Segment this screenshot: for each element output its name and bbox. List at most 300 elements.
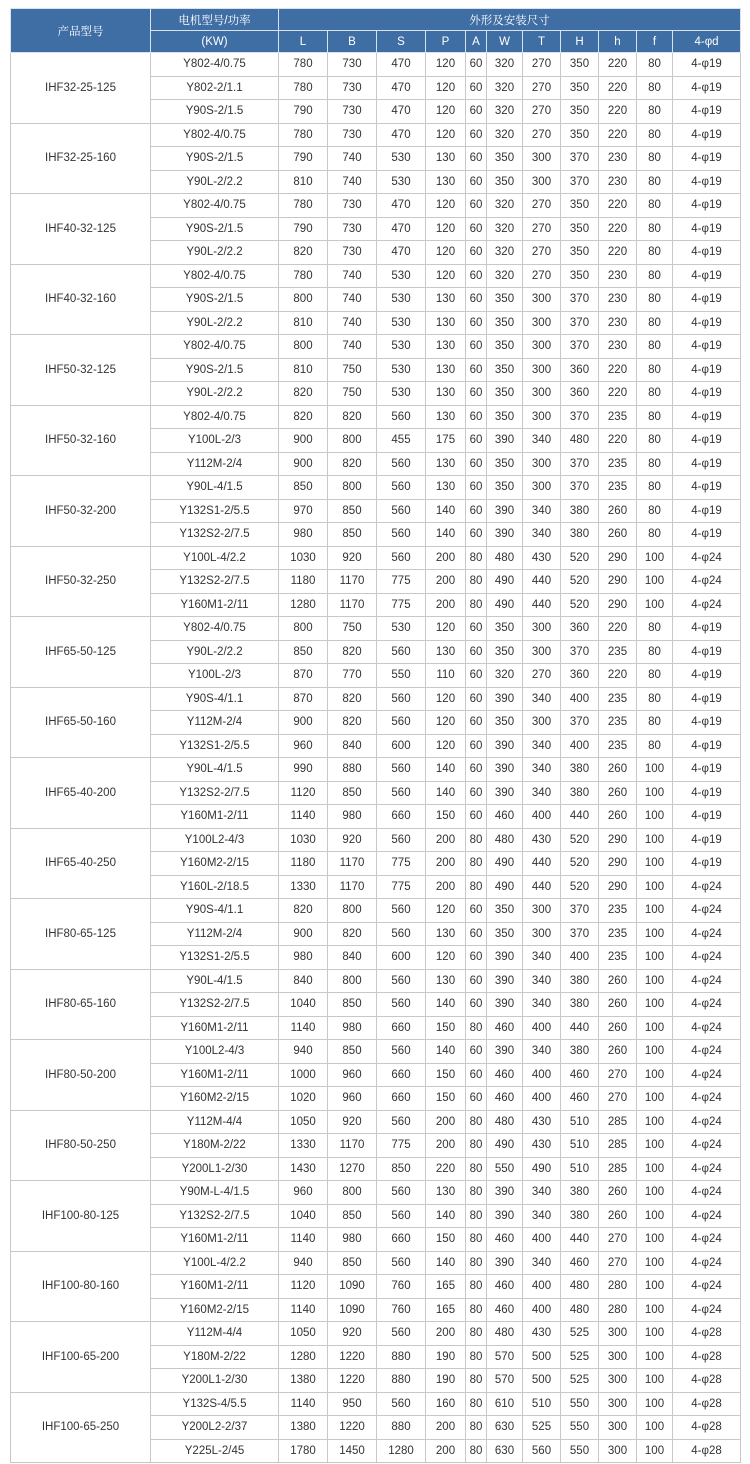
- dimension-cell: 850: [328, 1204, 377, 1228]
- dimension-cell: 300: [523, 452, 561, 476]
- dimension-cell: 80: [637, 711, 673, 735]
- dimension-cell: 80: [637, 476, 673, 500]
- motor-model-cell: Y100L2-4/3: [151, 1040, 279, 1064]
- dimension-cell: 560: [377, 899, 426, 923]
- motor-model-cell: Y90L-2/2.2: [151, 170, 279, 194]
- dimension-cell: 320: [487, 76, 523, 100]
- dimension-cell: 4-φ19: [673, 335, 741, 359]
- motor-model-cell: Y90L-4/1.5: [151, 476, 279, 500]
- motor-model-cell: Y180M-2/22: [151, 1345, 279, 1369]
- dimension-cell: 235: [599, 922, 637, 946]
- dimension-cell: 150: [426, 1228, 466, 1252]
- dimension-cell: 980: [328, 1016, 377, 1040]
- dimension-cell: 380: [561, 758, 599, 782]
- dimension-cell: 4-φ24: [673, 899, 741, 923]
- dimension-cell: 80: [466, 1204, 487, 1228]
- dimension-cell: 270: [523, 264, 561, 288]
- dimension-cell: 4-φ19: [673, 758, 741, 782]
- dimension-cell: 60: [466, 640, 487, 664]
- dimension-cell: 340: [523, 1251, 561, 1275]
- dimension-cell: 880: [377, 1369, 426, 1393]
- header-motor-unit: (KW): [151, 31, 279, 53]
- dimension-cell: 510: [561, 1157, 599, 1181]
- dimension-cell: 560: [377, 993, 426, 1017]
- dimension-cell: 220: [599, 429, 637, 453]
- dimension-cell: 390: [487, 969, 523, 993]
- dimension-cell: 820: [328, 640, 377, 664]
- dimension-cell: 80: [637, 429, 673, 453]
- dimension-cell: 525: [561, 1369, 599, 1393]
- motor-model-cell: Y112M-4/4: [151, 1110, 279, 1134]
- table-row: [11, 1040, 741, 1064]
- dimension-cell: 100: [637, 1110, 673, 1134]
- dimension-cell: 80: [637, 264, 673, 288]
- column-header: 4-φd: [673, 31, 741, 53]
- motor-model-cell: Y100L-4/2.2: [151, 1251, 279, 1275]
- dimension-cell: 280: [599, 1298, 637, 1322]
- dimension-cell: 285: [599, 1134, 637, 1158]
- column-header: P: [426, 31, 466, 53]
- dimension-cell: 100: [637, 1345, 673, 1369]
- dimension-cell: 80: [466, 1228, 487, 1252]
- dimension-cell: 960: [279, 1181, 328, 1205]
- dimension-cell: 200: [426, 1439, 466, 1463]
- dimension-cell: 320: [487, 53, 523, 77]
- dimension-cell: 60: [466, 1063, 487, 1087]
- spec-table-container: [10, 8, 740, 1463]
- dimension-cell: 775: [377, 570, 426, 594]
- dimension-cell: 350: [561, 264, 599, 288]
- dimension-cell: 960: [279, 734, 328, 758]
- product-model-cell: IHF50-32-250: [11, 546, 151, 617]
- dimension-cell: 235: [599, 640, 637, 664]
- motor-model-cell: Y802-4/0.75: [151, 264, 279, 288]
- dimension-cell: 100: [637, 546, 673, 570]
- dimension-cell: 980: [279, 523, 328, 547]
- dimension-cell: 220: [599, 123, 637, 147]
- dimension-cell: 940: [279, 1251, 328, 1275]
- motor-model-cell: Y802-4/0.75: [151, 53, 279, 77]
- dimension-cell: 4-φ19: [673, 805, 741, 829]
- dimension-cell: 120: [426, 194, 466, 218]
- dimension-cell: 100: [637, 969, 673, 993]
- dimension-cell: 490: [487, 852, 523, 876]
- dimension-cell: 1170: [328, 875, 377, 899]
- dimension-cell: 235: [599, 476, 637, 500]
- dimension-cell: 430: [523, 1110, 561, 1134]
- dimension-cell: 560: [377, 1204, 426, 1228]
- dimension-cell: 960: [328, 1087, 377, 1111]
- dimension-cell: 200: [426, 875, 466, 899]
- dimension-cell: 4-φ24: [673, 1298, 741, 1322]
- dimension-cell: 560: [377, 452, 426, 476]
- dimension-cell: 100: [637, 1063, 673, 1087]
- dimension-cell: 570: [487, 1345, 523, 1369]
- dimension-cell: 80: [637, 123, 673, 147]
- dimension-cell: 80: [466, 1322, 487, 1346]
- dimension-cell: 4-φ24: [673, 922, 741, 946]
- dimension-cell: 300: [523, 382, 561, 406]
- dimension-cell: 235: [599, 452, 637, 476]
- dimension-cell: 100: [637, 1134, 673, 1158]
- dimension-cell: 1020: [279, 1087, 328, 1111]
- dimension-cell: 60: [466, 734, 487, 758]
- dimension-cell: 120: [426, 76, 466, 100]
- motor-model-cell: Y90L-2/2.2: [151, 311, 279, 335]
- dimension-cell: 520: [561, 570, 599, 594]
- dimension-cell: 780: [279, 76, 328, 100]
- dimension-cell: 80: [637, 523, 673, 547]
- dimension-cell: 800: [328, 969, 377, 993]
- dimension-cell: 810: [279, 358, 328, 382]
- dimension-cell: 850: [328, 499, 377, 523]
- dimension-cell: 390: [487, 946, 523, 970]
- dimension-cell: 775: [377, 875, 426, 899]
- dimension-cell: 4-φ19: [673, 452, 741, 476]
- dimension-cell: 500: [523, 1369, 561, 1393]
- dimension-cell: 80: [466, 852, 487, 876]
- dimension-cell: 530: [377, 335, 426, 359]
- dimension-cell: 380: [561, 1204, 599, 1228]
- dimension-cell: 390: [487, 687, 523, 711]
- dimension-cell: 780: [279, 194, 328, 218]
- table-row: [11, 1322, 741, 1346]
- table-row: [11, 546, 741, 570]
- pump-spec-table: [10, 8, 741, 1463]
- dimension-cell: 350: [561, 100, 599, 124]
- dimension-cell: 380: [561, 499, 599, 523]
- dimension-cell: 220: [599, 76, 637, 100]
- dimension-cell: 270: [599, 1087, 637, 1111]
- dimension-cell: 4-φ19: [673, 687, 741, 711]
- dimension-cell: 850: [279, 640, 328, 664]
- dimension-cell: 60: [466, 241, 487, 265]
- dimension-cell: 120: [426, 687, 466, 711]
- dimension-cell: 80: [637, 170, 673, 194]
- dimension-cell: 340: [523, 1181, 561, 1205]
- dimension-cell: 80: [637, 76, 673, 100]
- dimension-cell: 230: [599, 288, 637, 312]
- dimension-cell: 120: [426, 617, 466, 641]
- dimension-cell: 80: [466, 1416, 487, 1440]
- dimension-cell: 4-φ28: [673, 1369, 741, 1393]
- dimension-cell: 370: [561, 170, 599, 194]
- dimension-cell: 775: [377, 593, 426, 617]
- dimension-cell: 130: [426, 476, 466, 500]
- dimension-cell: 470: [377, 241, 426, 265]
- column-header: f: [637, 31, 673, 53]
- dimension-cell: 100: [637, 1322, 673, 1346]
- dimension-cell: 4-φ19: [673, 617, 741, 641]
- dimension-cell: 80: [466, 1298, 487, 1322]
- dimension-cell: 470: [377, 123, 426, 147]
- dimension-cell: 350: [487, 405, 523, 429]
- table-row: [11, 123, 741, 147]
- motor-model-cell: Y132S-4/5.5: [151, 1392, 279, 1416]
- dimension-cell: 470: [377, 194, 426, 218]
- dimension-cell: 1000: [279, 1063, 328, 1087]
- dimension-cell: 920: [328, 828, 377, 852]
- dimension-cell: 300: [523, 476, 561, 500]
- dimension-cell: 140: [426, 499, 466, 523]
- dimension-cell: 230: [599, 170, 637, 194]
- dimension-cell: 80: [637, 382, 673, 406]
- dimension-cell: 600: [377, 734, 426, 758]
- dimension-cell: 400: [523, 1298, 561, 1322]
- dimension-cell: 980: [328, 1228, 377, 1252]
- dimension-cell: 990: [279, 758, 328, 782]
- dimension-cell: 100: [637, 875, 673, 899]
- dimension-cell: 400: [561, 687, 599, 711]
- dimension-cell: 120: [426, 734, 466, 758]
- dimension-cell: 440: [523, 875, 561, 899]
- dimension-cell: 340: [523, 687, 561, 711]
- dimension-cell: 740: [328, 147, 377, 171]
- dimension-cell: 300: [523, 922, 561, 946]
- dimension-cell: 100: [637, 593, 673, 617]
- table-row: [11, 1251, 741, 1275]
- dimension-cell: 4-φ24: [673, 1087, 741, 1111]
- motor-model-cell: Y160M2-2/15: [151, 1087, 279, 1111]
- dimension-cell: 390: [487, 499, 523, 523]
- dimension-cell: 130: [426, 170, 466, 194]
- dimension-cell: 390: [487, 1181, 523, 1205]
- dimension-cell: 920: [328, 1322, 377, 1346]
- dimension-cell: 60: [466, 781, 487, 805]
- dimension-cell: 300: [523, 405, 561, 429]
- motor-model-cell: Y200L2-2/37: [151, 1416, 279, 1440]
- table-row: [11, 687, 741, 711]
- dimension-cell: 300: [523, 640, 561, 664]
- product-model-cell: IHF50-32-200: [11, 476, 151, 547]
- dimension-cell: 820: [328, 711, 377, 735]
- dimension-cell: 560: [377, 1110, 426, 1134]
- dimension-cell: 440: [523, 852, 561, 876]
- dimension-cell: 560: [377, 640, 426, 664]
- dimension-cell: 400: [561, 946, 599, 970]
- table-row: [11, 335, 741, 359]
- motor-model-cell: Y112M-2/4: [151, 922, 279, 946]
- dimension-cell: 920: [328, 546, 377, 570]
- dimension-cell: 60: [466, 170, 487, 194]
- dimension-cell: 400: [523, 1087, 561, 1111]
- dimension-cell: 350: [561, 241, 599, 265]
- table-row: [11, 899, 741, 923]
- table-row: [11, 1110, 741, 1134]
- dimension-cell: 60: [466, 993, 487, 1017]
- dimension-cell: 470: [377, 217, 426, 241]
- header-motor-model: 电机型号/功率: [151, 9, 279, 31]
- dimension-cell: 460: [487, 1298, 523, 1322]
- dimension-cell: 270: [523, 241, 561, 265]
- dimension-cell: 4-φ19: [673, 476, 741, 500]
- dimension-cell: 460: [561, 1251, 599, 1275]
- dimension-cell: 80: [466, 593, 487, 617]
- motor-model-cell: Y90S-4/1.1: [151, 687, 279, 711]
- dimension-cell: 270: [523, 664, 561, 688]
- dimension-cell: 1170: [328, 570, 377, 594]
- dimension-cell: 60: [466, 311, 487, 335]
- dimension-cell: 120: [426, 264, 466, 288]
- dimension-cell: 80: [637, 405, 673, 429]
- dimension-cell: 290: [599, 546, 637, 570]
- dimension-cell: 300: [599, 1369, 637, 1393]
- product-model-cell: IHF80-50-200: [11, 1040, 151, 1111]
- dimension-cell: 1780: [279, 1439, 328, 1463]
- dimension-cell: 110: [426, 664, 466, 688]
- motor-model-cell: Y112M-2/4: [151, 452, 279, 476]
- dimension-cell: 1050: [279, 1110, 328, 1134]
- dimension-cell: 560: [377, 711, 426, 735]
- dimension-cell: 80: [466, 1251, 487, 1275]
- dimension-cell: 100: [637, 1251, 673, 1275]
- dimension-cell: 900: [279, 429, 328, 453]
- dimension-cell: 1170: [328, 852, 377, 876]
- dimension-cell: 820: [279, 899, 328, 923]
- dimension-cell: 4-φ19: [673, 711, 741, 735]
- dimension-cell: 340: [523, 993, 561, 1017]
- dimension-cell: 340: [523, 781, 561, 805]
- dimension-cell: 730: [328, 217, 377, 241]
- dimension-cell: 220: [599, 217, 637, 241]
- motor-model-cell: Y90L-2/2.2: [151, 640, 279, 664]
- dimension-cell: 340: [523, 946, 561, 970]
- dimension-cell: 4-φ24: [673, 1134, 741, 1158]
- dimension-cell: 130: [426, 405, 466, 429]
- dimension-cell: 870: [279, 687, 328, 711]
- dimension-cell: 350: [487, 922, 523, 946]
- dimension-cell: 100: [637, 946, 673, 970]
- dimension-cell: 560: [377, 546, 426, 570]
- dimension-cell: 4-φ19: [673, 523, 741, 547]
- dimension-cell: 260: [599, 805, 637, 829]
- dimension-cell: 850: [279, 476, 328, 500]
- dimension-cell: 350: [487, 711, 523, 735]
- dimension-cell: 370: [561, 335, 599, 359]
- dimension-cell: 220: [599, 194, 637, 218]
- dimension-cell: 4-φ24: [673, 1181, 741, 1205]
- dimension-cell: 300: [523, 358, 561, 382]
- motor-model-cell: Y225L-2/45: [151, 1439, 279, 1463]
- dimension-cell: 60: [466, 758, 487, 782]
- dimension-cell: 510: [523, 1392, 561, 1416]
- dimension-cell: 430: [523, 1322, 561, 1346]
- dimension-cell: 460: [487, 1275, 523, 1299]
- dimension-cell: 290: [599, 875, 637, 899]
- dimension-cell: 490: [523, 1157, 561, 1181]
- dimension-cell: 60: [466, 1087, 487, 1111]
- dimension-cell: 480: [561, 1275, 599, 1299]
- dimension-cell: 260: [599, 1181, 637, 1205]
- dimension-cell: 300: [599, 1439, 637, 1463]
- dimension-cell: 80: [466, 1181, 487, 1205]
- dimension-cell: 4-φ19: [673, 781, 741, 805]
- dimension-cell: 300: [523, 899, 561, 923]
- dimension-cell: 800: [279, 617, 328, 641]
- dimension-cell: 300: [523, 617, 561, 641]
- header-row-1: [11, 9, 741, 31]
- dimension-cell: 340: [523, 758, 561, 782]
- dimension-cell: 80: [466, 1157, 487, 1181]
- dimension-cell: 390: [487, 781, 523, 805]
- dimension-cell: 4-φ19: [673, 76, 741, 100]
- dimension-cell: 300: [599, 1392, 637, 1416]
- dimension-cell: 100: [637, 1439, 673, 1463]
- motor-model-cell: Y160M2-2/15: [151, 852, 279, 876]
- motor-model-cell: Y160M2-2/15: [151, 1298, 279, 1322]
- dimension-cell: 230: [599, 147, 637, 171]
- dimension-cell: 60: [466, 405, 487, 429]
- dimension-cell: 4-φ19: [673, 288, 741, 312]
- dimension-cell: 80: [466, 1016, 487, 1040]
- dimension-cell: 235: [599, 899, 637, 923]
- dimension-cell: 350: [487, 640, 523, 664]
- motor-model-cell: Y132S2-2/7.5: [151, 781, 279, 805]
- dimension-cell: 370: [561, 405, 599, 429]
- dimension-cell: 525: [561, 1345, 599, 1369]
- dimension-cell: 100: [637, 805, 673, 829]
- dimension-cell: 490: [487, 1134, 523, 1158]
- dimension-cell: 290: [599, 570, 637, 594]
- dimension-cell: 320: [487, 100, 523, 124]
- dimension-cell: 60: [466, 217, 487, 241]
- dimension-cell: 100: [637, 1181, 673, 1205]
- dimension-cell: 390: [487, 734, 523, 758]
- dimension-cell: 120: [426, 711, 466, 735]
- motor-model-cell: Y90S-2/1.5: [151, 358, 279, 382]
- header-product-model: 产品型号: [11, 9, 151, 53]
- dimension-cell: 120: [426, 217, 466, 241]
- dimension-cell: 730: [328, 100, 377, 124]
- dimension-cell: 775: [377, 852, 426, 876]
- dimension-cell: 300: [599, 1345, 637, 1369]
- dimension-cell: 370: [561, 147, 599, 171]
- dimension-cell: 4-φ28: [673, 1345, 741, 1369]
- dimension-cell: 380: [561, 781, 599, 805]
- dimension-cell: 80: [637, 664, 673, 688]
- dimension-cell: 350: [561, 76, 599, 100]
- column-header: H: [561, 31, 599, 53]
- dimension-cell: 4-φ24: [673, 593, 741, 617]
- table-row: [11, 617, 741, 641]
- dimension-cell: 480: [487, 546, 523, 570]
- dimension-cell: 370: [561, 452, 599, 476]
- dimension-cell: 270: [523, 217, 561, 241]
- dimension-cell: 4-φ19: [673, 852, 741, 876]
- dimension-cell: 300: [599, 1416, 637, 1440]
- motor-model-cell: Y200L1-2/30: [151, 1157, 279, 1181]
- dimension-cell: 80: [637, 640, 673, 664]
- dimension-cell: 490: [487, 875, 523, 899]
- dimension-cell: 400: [561, 734, 599, 758]
- dimension-cell: 80: [637, 241, 673, 265]
- dimension-cell: 140: [426, 523, 466, 547]
- dimension-cell: 870: [279, 664, 328, 688]
- dimension-cell: 60: [466, 523, 487, 547]
- dimension-cell: 1030: [279, 546, 328, 570]
- dimension-cell: 960: [328, 1063, 377, 1087]
- dimension-cell: 525: [523, 1416, 561, 1440]
- dimension-cell: 1270: [328, 1157, 377, 1181]
- dimension-cell: 370: [561, 711, 599, 735]
- dimension-cell: 350: [561, 194, 599, 218]
- dimension-cell: 260: [599, 523, 637, 547]
- dimension-cell: 740: [328, 170, 377, 194]
- dimension-cell: 320: [487, 241, 523, 265]
- dimension-cell: 60: [466, 922, 487, 946]
- dimension-cell: 630: [487, 1416, 523, 1440]
- dimension-cell: 60: [466, 76, 487, 100]
